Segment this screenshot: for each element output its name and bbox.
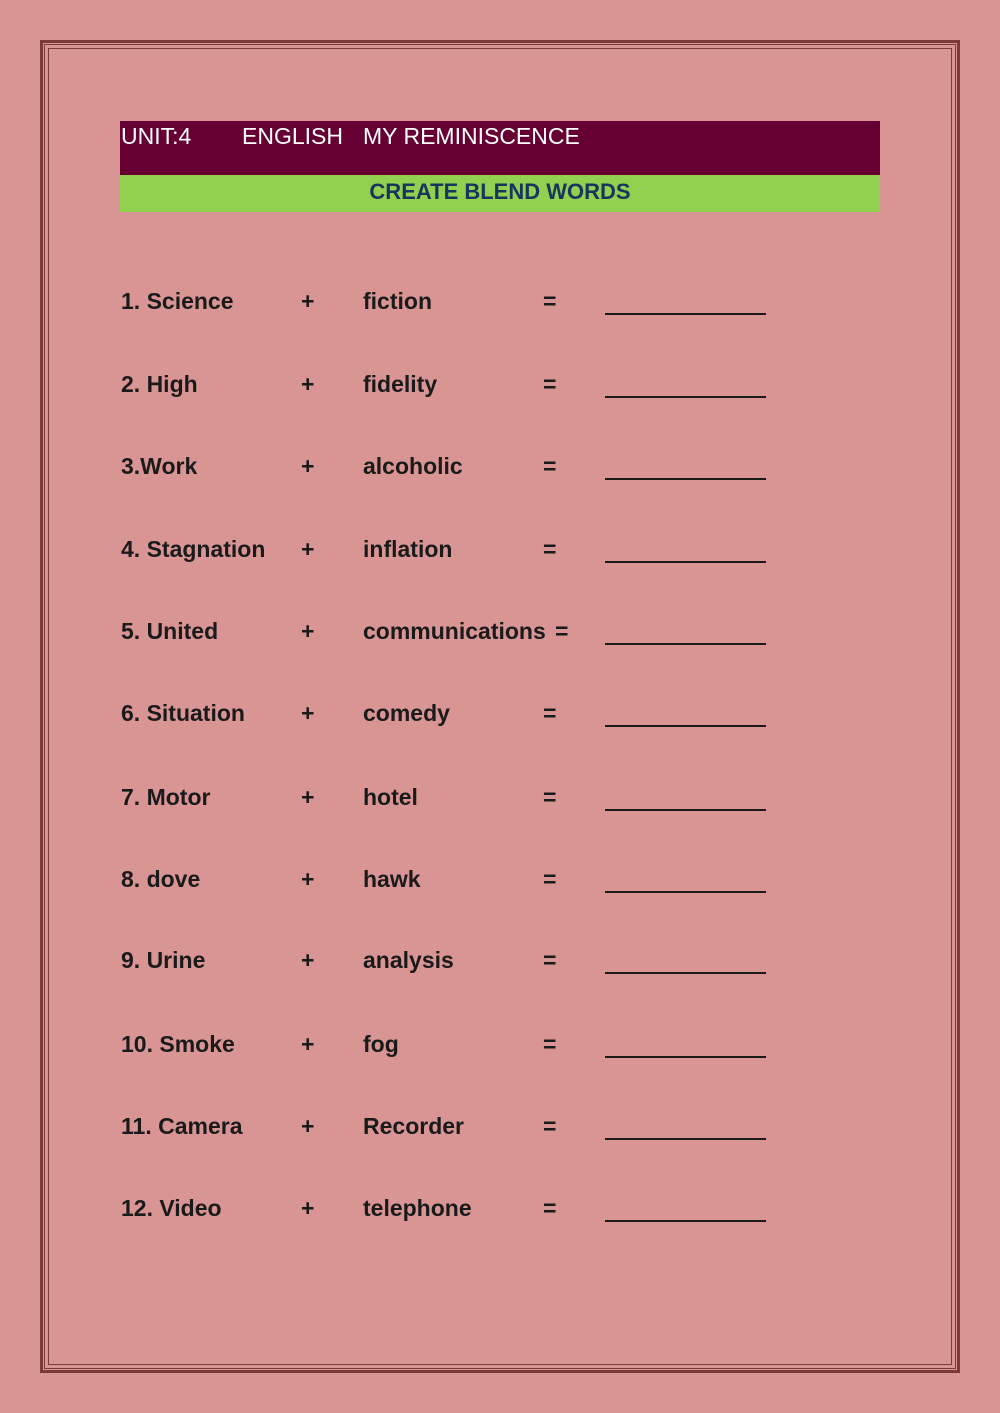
second-word: comedy — [363, 700, 450, 726]
answer-blank[interactable] — [605, 283, 766, 319]
first-word: 7. Motor — [121, 784, 211, 810]
answer-blank[interactable] — [605, 1108, 766, 1144]
answer-blank[interactable] — [605, 695, 766, 731]
equals-sign: = — [543, 947, 557, 973]
equals-sign: = — [543, 1113, 557, 1139]
equals-sign: = — [555, 618, 569, 644]
second-word: hawk — [363, 866, 421, 892]
plus-sign: + — [301, 453, 315, 479]
worksheet-title: CREATE BLEND WORDS — [120, 175, 880, 212]
plus-sign: + — [301, 1195, 315, 1221]
second-word: analysis — [363, 947, 454, 973]
answer-blank[interactable] — [605, 1026, 766, 1062]
answer-blank[interactable] — [605, 531, 766, 567]
answer-blank[interactable] — [605, 613, 766, 649]
plus-sign: + — [301, 288, 315, 314]
equals-sign: = — [543, 1195, 557, 1221]
equals-sign: = — [543, 453, 557, 479]
first-word: 4. Stagnation — [121, 536, 266, 562]
first-word: 6. Situation — [121, 700, 245, 726]
answer-blank[interactable] — [605, 779, 766, 815]
plus-sign: + — [301, 536, 315, 562]
plus-sign: + — [301, 371, 315, 397]
equals-sign: = — [543, 371, 557, 397]
plus-sign: + — [301, 1113, 315, 1139]
first-word: 2. High — [121, 371, 198, 397]
first-word: 8. dove — [121, 866, 201, 892]
equals-sign: = — [543, 784, 557, 810]
second-word: inflation — [363, 536, 453, 562]
second-word: fog — [363, 1031, 399, 1057]
page-border-inner — [48, 48, 952, 1365]
second-word: fiction — [363, 288, 432, 314]
answer-blank[interactable] — [605, 448, 766, 484]
equals-sign: = — [543, 536, 557, 562]
second-word: Recorder — [363, 1113, 464, 1139]
second-word: fidelity — [363, 371, 438, 397]
equals-sign: = — [543, 288, 557, 314]
first-word: 9. Urine — [121, 947, 206, 973]
plus-sign: + — [301, 1031, 315, 1057]
second-word: hotel — [363, 784, 418, 810]
equals-sign: = — [543, 866, 557, 892]
topic-label: MY REMINISCENCE — [363, 123, 580, 149]
second-word: telephone — [363, 1195, 472, 1221]
answer-blank[interactable] — [605, 942, 766, 978]
first-word: 10. Smoke — [121, 1031, 235, 1057]
plus-sign: + — [301, 784, 315, 810]
answer-blank[interactable] — [605, 861, 766, 897]
first-word: 1. Science — [121, 288, 234, 314]
subject-label: ENGLISH — [242, 123, 343, 149]
first-word: 11. Camera — [121, 1113, 243, 1139]
unit-label: UNIT:4 — [121, 123, 192, 149]
first-word: 12. Video — [121, 1195, 222, 1221]
second-word: communications — [363, 618, 546, 644]
equals-sign: = — [543, 700, 557, 726]
answer-blank[interactable] — [605, 366, 766, 402]
equals-sign: = — [543, 1031, 557, 1057]
first-word: 3.Work — [121, 453, 198, 479]
first-word: 5. United — [121, 618, 219, 644]
plus-sign: + — [301, 866, 315, 892]
second-word: alcoholic — [363, 453, 463, 479]
plus-sign: + — [301, 618, 315, 644]
plus-sign: + — [301, 947, 315, 973]
answer-blank[interactable] — [605, 1190, 766, 1226]
worksheet-header — [120, 121, 880, 175]
plus-sign: + — [301, 700, 315, 726]
